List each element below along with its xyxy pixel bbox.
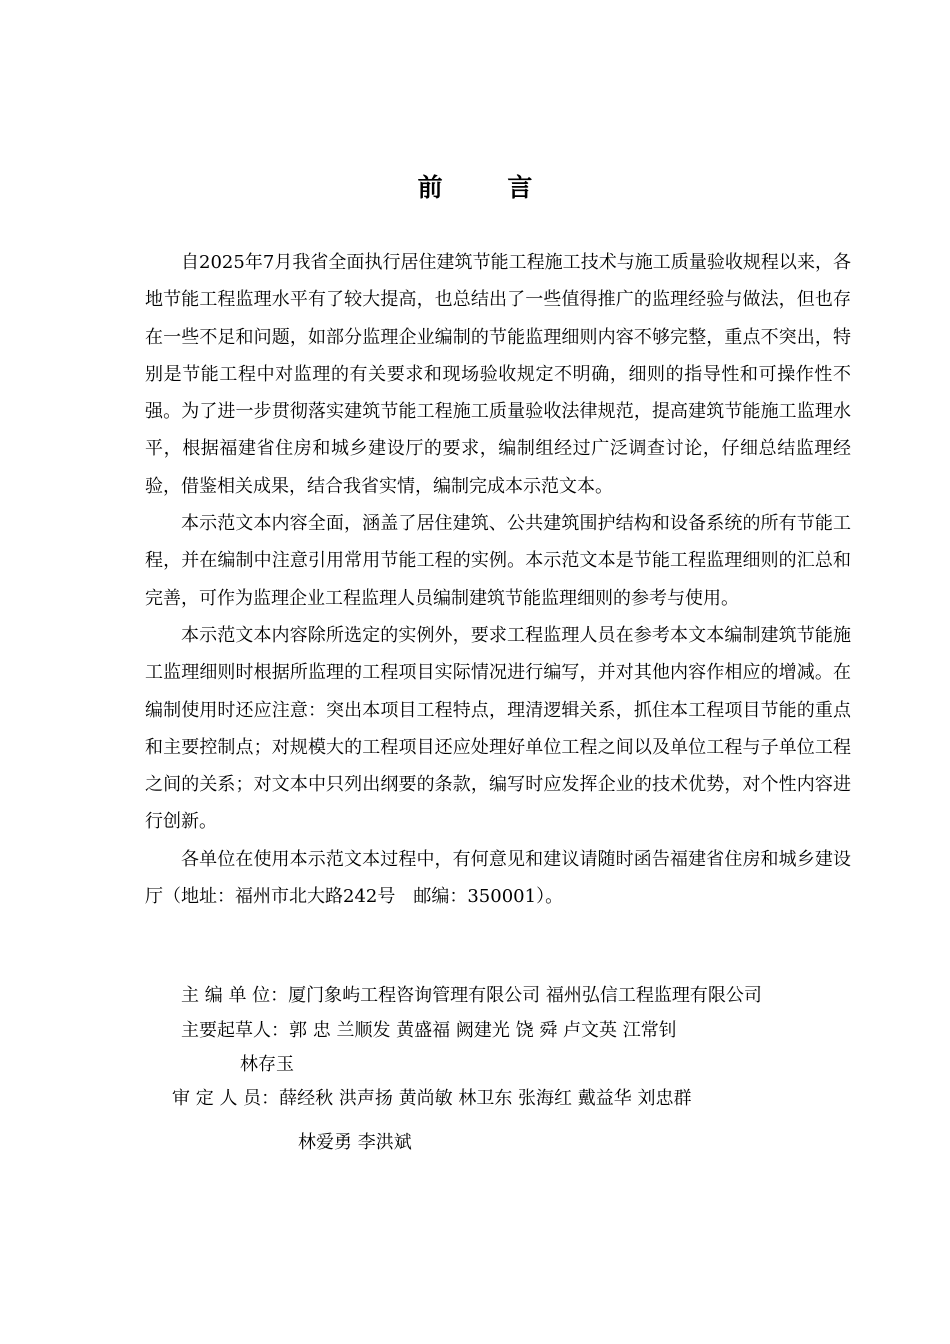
paragraph: 本示范文本内容全面，涵盖了居住建筑、公共建筑围护结构和设备系统的所有节能工程，并在编制中注意引用常用节能工程的实例。本示范文本是节能工程监理细则的汇总和完善，可作为监理企业工程监理人员编制建筑节能监理细则的参考与使用。	[145, 513, 851, 609]
paragraph: 本示范文本内容除所选定的实例外，要求工程监理人员在参考本文本编制建筑节能施工监理细则时根据所监理的工程项目实际情况进行编写，并对其他内容作相应的增减。在编制使用时还应注意：突出本项目工程特点，理清逻辑关系，抓住本工程项目节能的重点和主要控制点；对规模大的工程项目还应处理好单位工程之间以及单位工程与子单位工程之间的关系；对文本中只列出纲要的条款，编写时应发挥企业的技术优势，对个性内容进行创新。	[145, 624, 851, 833]
reviewers-line: 审 定 人 员：薛经秋 洪声扬 黄尚敏 林卫东 张海红 戴益华 刘忠群	[172, 1088, 692, 1109]
drafters-continued-line: 林存玉	[240, 1054, 294, 1075]
reviewers-continued-line: 林爱勇 李洪斌	[298, 1132, 412, 1153]
editor-unit-line: 主 编 单 位：厦门象屿工程咨询管理有限公司 福州弘信工程监理有限公司	[181, 985, 762, 1006]
drafters-line: 主要起草人：郭 忠 兰顺发 黄盛福 阙建光 饶 舜 卢文英 江常钊	[181, 1020, 677, 1041]
page-title: 前 言	[417, 173, 561, 202]
paragraph: 各单位在使用本示范文本过程中，有何意见和建议请随时函告福建省住房和城乡建设厅（地址：福州市北大路242号 邮编：350001）。	[145, 848, 851, 908]
paragraph: 自2025年7月我省全面执行居住建筑节能工程施工技术与施工质量验收规程以来，各地节能工程监理水平有了较大提高，也总结出了一些值得推广的监理经验与做法，但也存在一些不足和问题，如部分监理企业编制的节能监理细则内容不够完整，重点不突出，特别是节能工程中对监理的有关要求和现场验收规定不明确，细则的指导性和可操作性不强。为了进一步贯彻落实建筑节能工程施工质量验收法律规范，提高建筑节能施工监理水平，根据福建省住房和城乡建设厅的要求，编制组经过广泛调查讨论，仔细总结监理经验，借鉴相关成果，结合我省实情，编制完成本示范文本。	[145, 252, 851, 497]
body-text	[145, 244, 851, 915]
